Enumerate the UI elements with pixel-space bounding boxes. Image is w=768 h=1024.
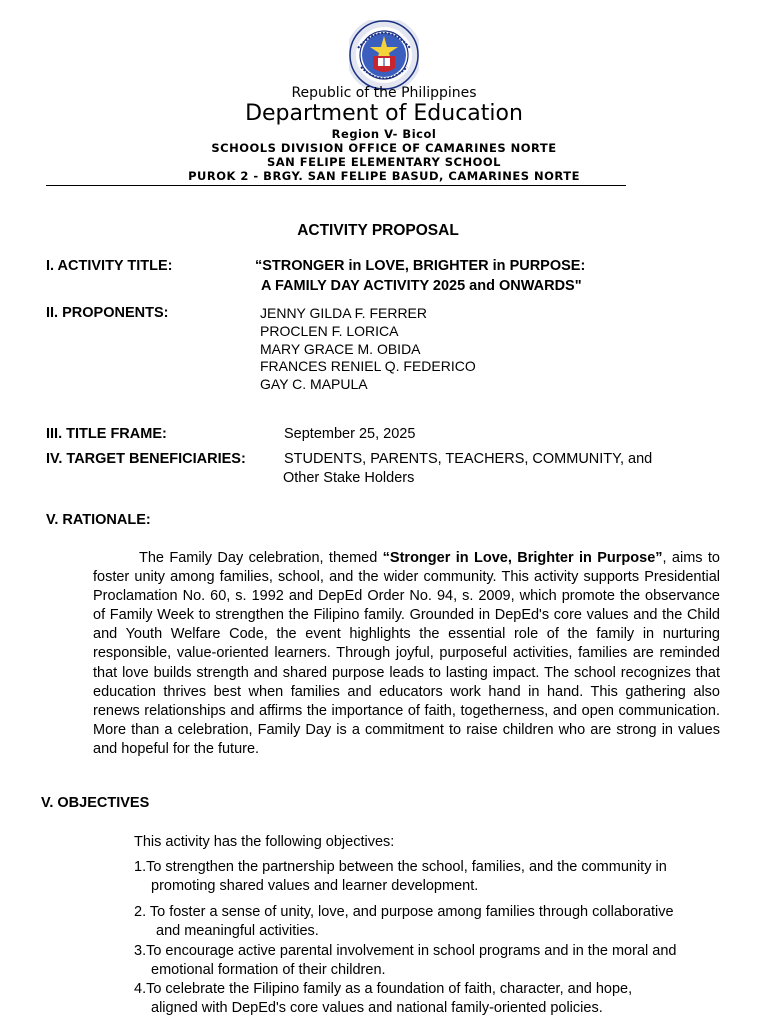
rationale-theme: “Stronger in Love, Brighter in Purpose” xyxy=(382,550,663,566)
deped-seal-logo xyxy=(349,20,419,90)
beneficiaries-line1: STUDENTS, PARENTS, TEACHERS, COMMUNITY, and xyxy=(284,451,653,467)
activity-title-line2: A FAMILY DAY ACTIVITY 2025 and ONWARDS" xyxy=(261,278,582,294)
objective-line: emotional formation of their children. xyxy=(151,962,386,979)
republic-line: Republic of the Philippines xyxy=(291,85,477,101)
objective-line: promoting shared values and learner development. xyxy=(151,878,479,895)
objective-line: 4.To celebrate the Filipino family as a foundation of faith, character, and hope, xyxy=(134,981,633,997)
division-line: SCHOOLS DIVISION OFFICE OF CAMARINES NORTE xyxy=(211,141,557,155)
school-address: PUROK 2 - BRGY. SAN FELIPE BASUD, CAMARINES NORTE xyxy=(188,169,580,183)
rationale-lead: The Family Day celebration, themed xyxy=(139,550,383,566)
objective-line: 2. To foster a sense of unity, love, and purpose among families through collaborative xyxy=(134,904,674,920)
rationale-body: , aims to foster unity among families, school, and the wider community. This activity supports Presidential Proclamation No. 60, s. 1992 and DepEd Order No. 94, s. 2009, which promote the observance of Family Week to strengthen the Filipino family. Grounded in DepEd's core values and the Child and Youth Welfare Code, the event highlights the essential role of the family in nurturing responsible, value-oriented learners. Through joyful, purposeful activities, families are reminded that love builds strength and shared purpose leads to lasting impact. The school recognizes that education thrives best when families and educators work hand in hand. This gathering also renews relationships and affirms the importance of faith, togetherness, and open communication. More than a celebration, Family Day is a commitment to raise children who are strong in values and hopeful for the future. xyxy=(93,550,720,757)
rationale-paragraph xyxy=(93,549,720,759)
title-frame-value: September 25, 2025 xyxy=(284,426,416,442)
beneficiaries-line2: Other Stake Holders xyxy=(283,470,415,486)
proponent-name: FRANCES RENIEL Q. FEDERICO xyxy=(260,358,476,375)
objective-item xyxy=(134,980,632,1018)
objective-item xyxy=(134,903,674,941)
objective-line: 1.To strengthen the partnership between the school, families, and the community in xyxy=(134,859,667,875)
objective-item xyxy=(134,942,676,980)
rationale-heading: V. RATIONALE: xyxy=(46,512,151,528)
document-title: ACTIVITY PROPOSAL xyxy=(297,222,459,239)
proponent-name: JENNY GILDA F. FERRER xyxy=(260,305,428,321)
objective-item xyxy=(134,858,667,896)
objectives-intro: This activity has the following objectives: xyxy=(134,834,395,850)
objective-line: 3.To encourage active parental involvement in school programs and in the moral and xyxy=(134,943,677,959)
region-line: Region V- Bicol xyxy=(331,127,437,141)
proponents-label: II. PROPONENTS: xyxy=(46,305,169,321)
proponent-name: GAY C. MAPULA xyxy=(260,376,368,393)
activity-title-label: I. ACTIVITY TITLE: xyxy=(46,258,173,274)
beneficiaries-label: IV. TARGET BENEFICIARIES: xyxy=(46,451,246,467)
school-name: SAN FELIPE ELEMENTARY SCHOOL xyxy=(266,155,502,169)
department-name: Department of Education xyxy=(245,101,523,126)
proponents-list xyxy=(260,305,476,394)
proponent-name: MARY GRACE M. OBIDA xyxy=(260,340,421,357)
header-divider xyxy=(46,185,626,186)
objective-line: aligned with DepEd's core values and national family-oriented policies. xyxy=(151,1000,603,1017)
objectives-heading: V. OBJECTIVES xyxy=(41,795,150,811)
title-frame-label: III. TITLE FRAME: xyxy=(46,426,167,442)
objective-line: and meaningful activities. xyxy=(156,923,319,940)
proponent-name: PROCLEN F. LORICA xyxy=(260,322,399,339)
activity-title-line1: “STRONGER in LOVE, BRIGHTER in PURPOSE: xyxy=(255,258,586,274)
